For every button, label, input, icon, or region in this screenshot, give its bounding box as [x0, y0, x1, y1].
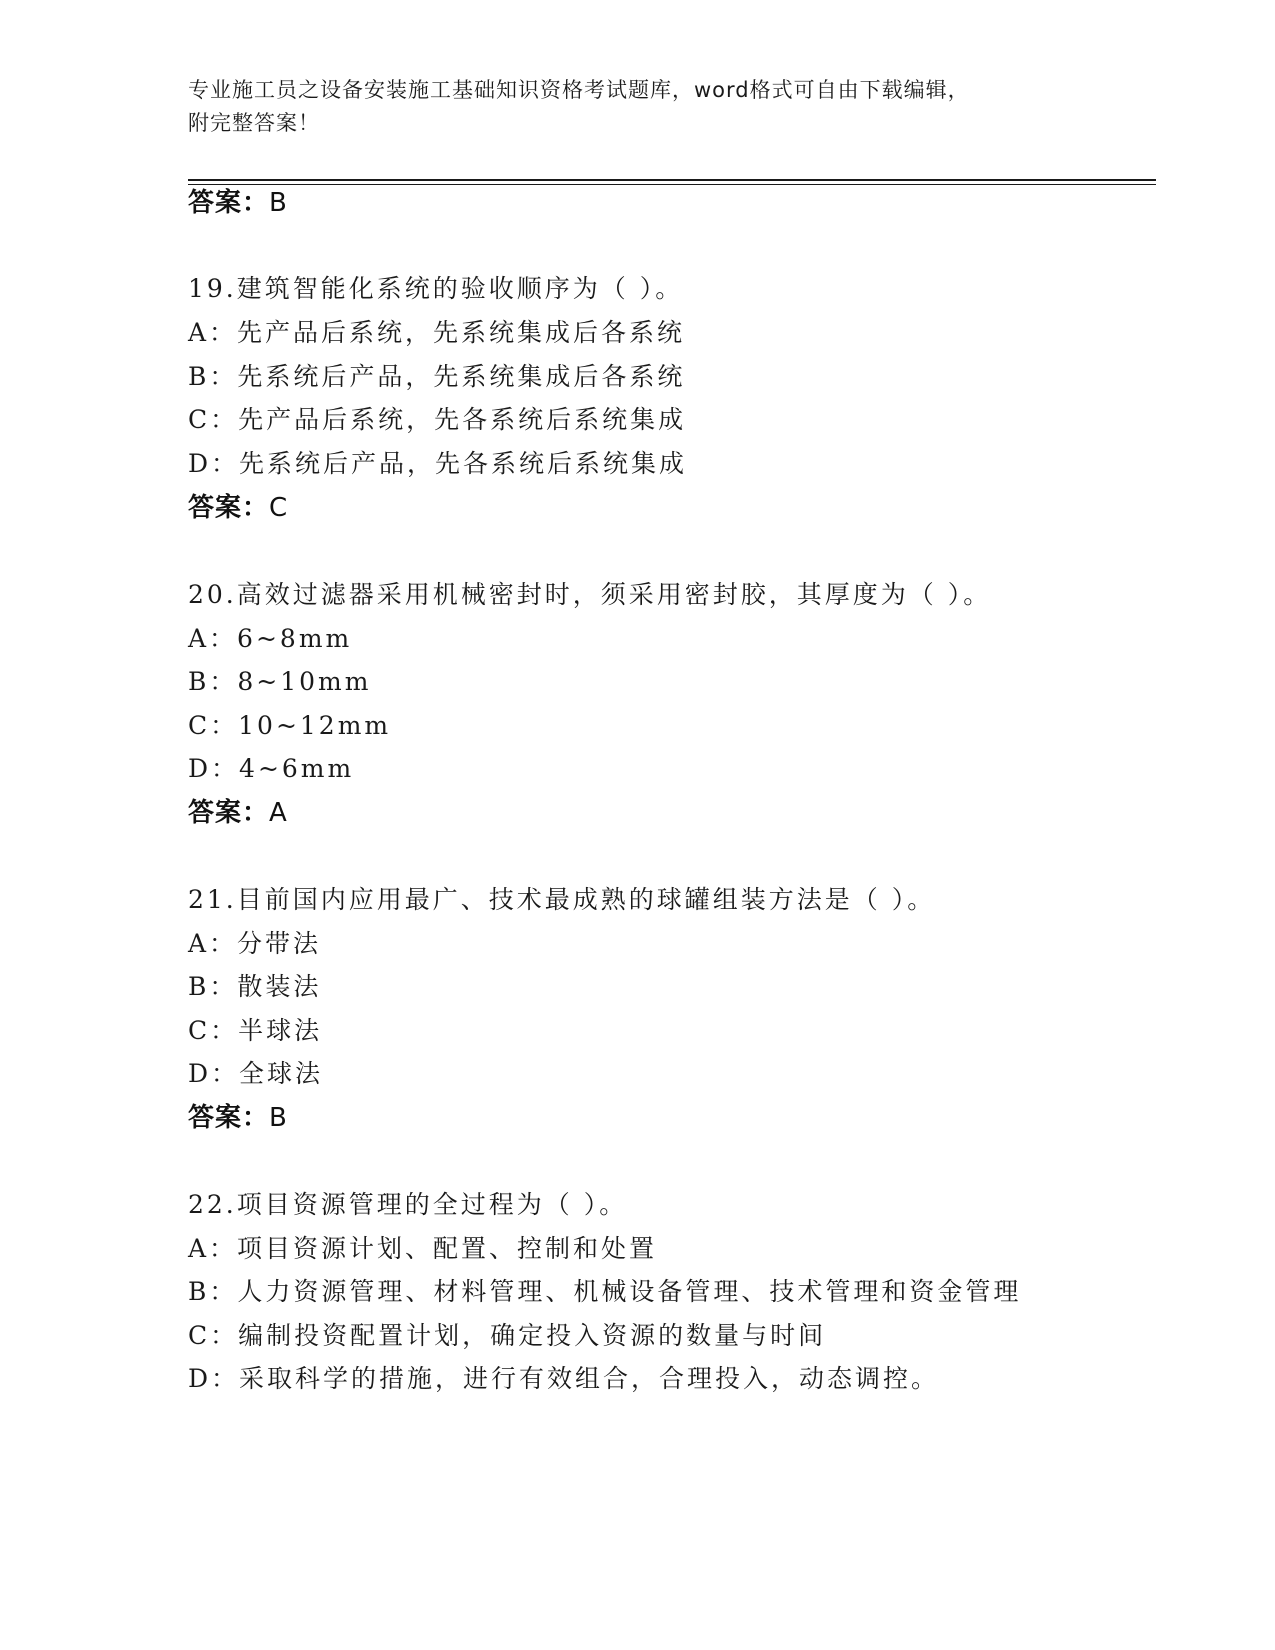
- question-22-option-d: D：采取科学的措施，进行有效组合，合理投入，动态调控。: [188, 1364, 940, 1393]
- answer-label: 答案：: [188, 493, 270, 523]
- question-20-option-b: B：8~10mm: [188, 667, 372, 696]
- question-20-option-c: C：10~12mm: [188, 711, 392, 740]
- question-19-option-c: C：先产品后系统，先各系统后系统集成: [188, 405, 687, 434]
- question-20-option-d: D：4~6mm: [188, 754, 355, 783]
- question-20-answer: [188, 796, 288, 830]
- question-19-option-d: D：先系统后产品，先各系统后系统集成: [188, 449, 688, 478]
- question-22-option-b: B：人力资源管理、材料管理、机械设备管理、技术管理和资金管理: [188, 1277, 1022, 1306]
- answer-label: 答案：: [188, 1103, 270, 1133]
- question-21-option-d: D：全球法: [188, 1059, 324, 1088]
- header-divider-thick: [188, 179, 1156, 181]
- answer-value: B: [269, 1103, 288, 1133]
- question-19-option-b: B：先系统后产品，先系统集成后各系统: [188, 362, 686, 391]
- question-21-option-a: A：分带法: [188, 929, 322, 958]
- answer-label: 答案：: [188, 188, 270, 218]
- question-21-option-c: C：半球法: [188, 1016, 323, 1045]
- answer-label: 答案：: [188, 798, 270, 828]
- question-20-option-a: A：6~8mm: [188, 624, 353, 653]
- question-22-option-c: C：编制投资配置计划，确定投入资源的数量与时间: [188, 1321, 827, 1350]
- question-22-stem: 22.项目资源管理的全过程为（ ）。: [188, 1190, 628, 1219]
- answer-value: C: [269, 493, 289, 523]
- question-21-stem: 21.目前国内应用最广、技术最成熟的球罐组装方法是（ ）。: [188, 885, 936, 914]
- question-22-option-a: A：项目资源计划、配置、控制和处置: [188, 1234, 658, 1263]
- question-19-answer: [188, 491, 288, 525]
- question-21-answer: [188, 1101, 288, 1135]
- document-header: [188, 74, 1088, 140]
- header-line-2: 附完整答案！: [188, 111, 320, 135]
- answer-value: B: [269, 188, 288, 218]
- header-divider-thin: [188, 184, 1156, 185]
- answer-value: A: [269, 798, 288, 828]
- question-19-option-a: A：先产品后系统，先系统集成后各系统: [188, 318, 686, 347]
- question-20-stem: 20.高效过滤器采用机械密封时，须采用密封胶，其厚度为（ ）。: [188, 580, 992, 609]
- header-line-1: 专业施工员之设备安装施工基础知识资格考试题库，word格式可自由下载编辑，: [188, 78, 970, 102]
- answer-prev: [188, 186, 288, 220]
- question-21-option-b: B：散装法: [188, 972, 322, 1001]
- question-19-stem: 19.建筑智能化系统的验收顺序为（ ）。: [188, 274, 684, 303]
